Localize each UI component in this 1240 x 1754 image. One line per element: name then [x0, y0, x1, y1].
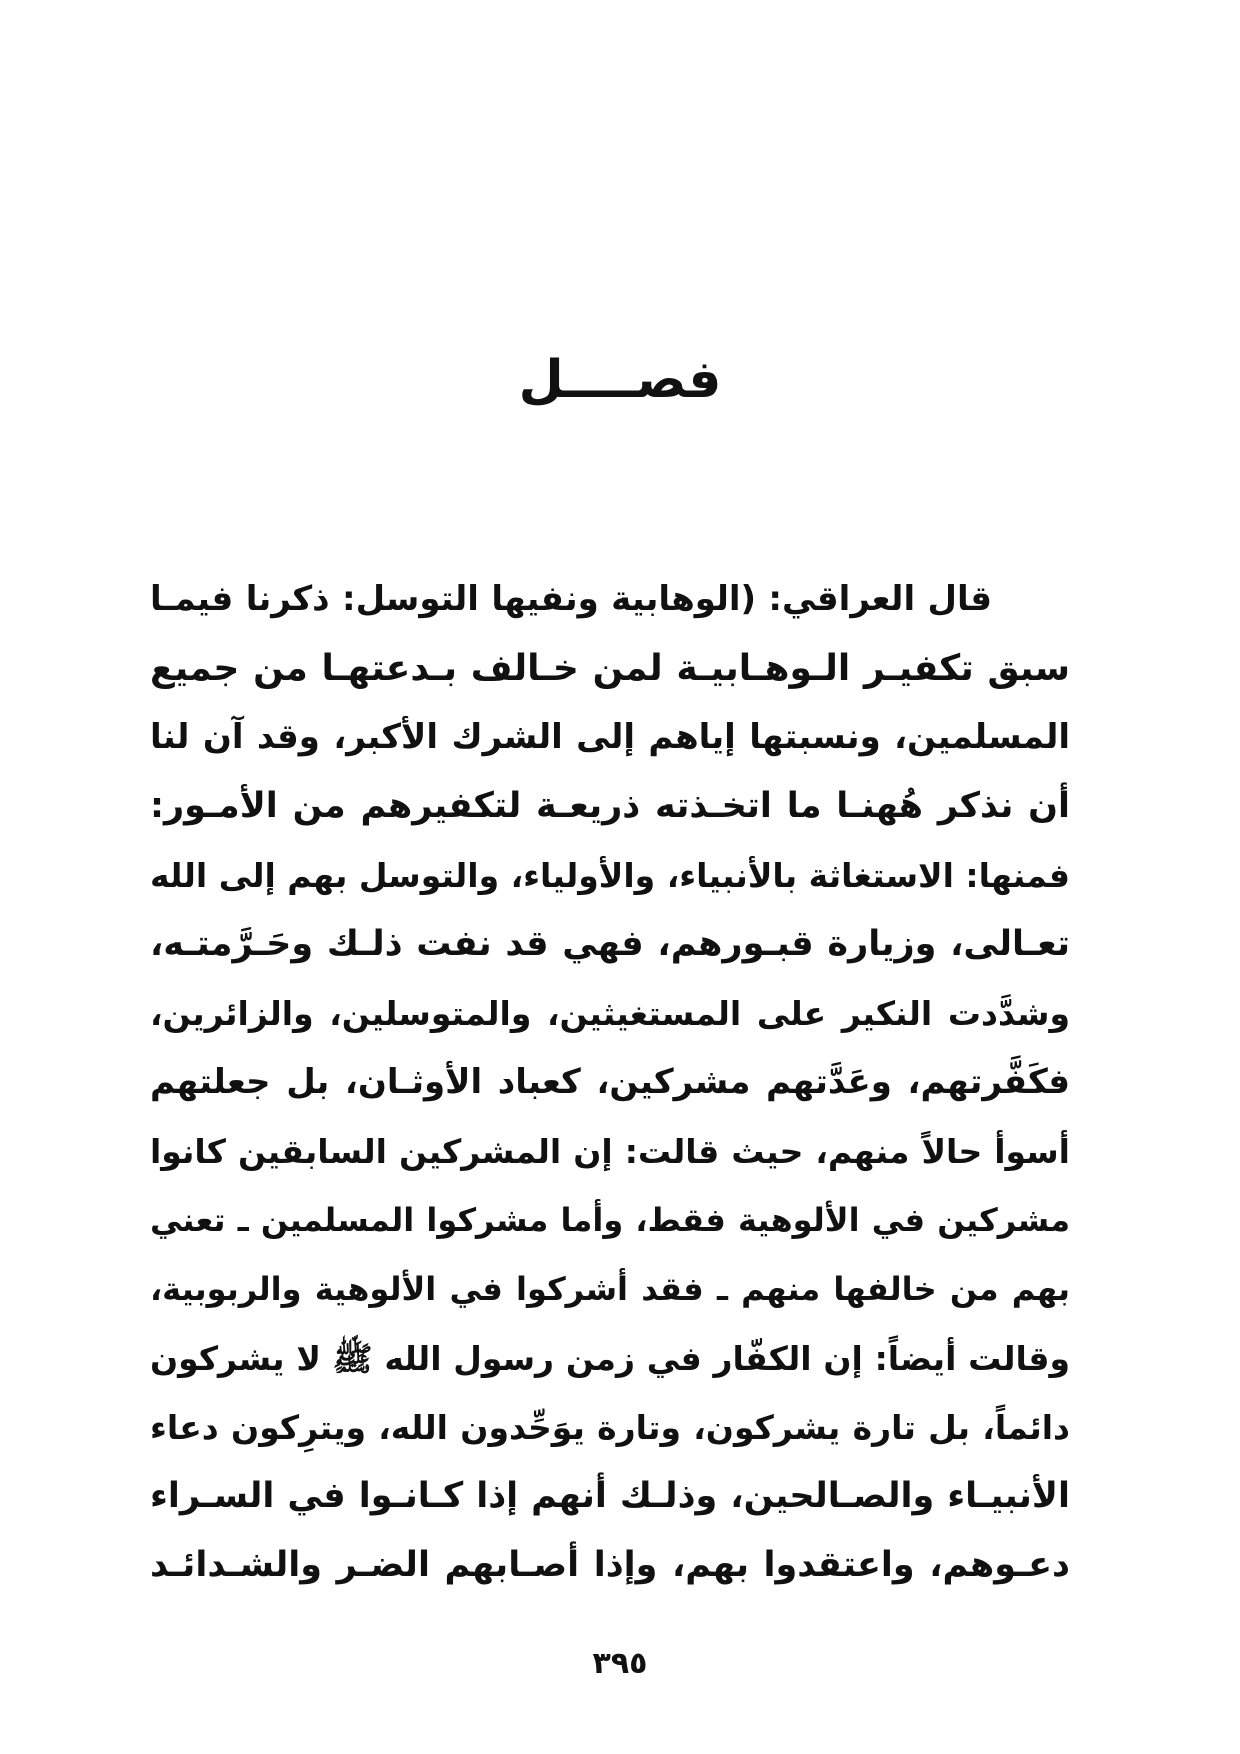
text-line: فكَفَّرتهم، وعَدَّتهم مشركين، كعباد الأوثـان، بل جعلتهم: [150, 1062, 1070, 1102]
text-line: سبق تكفيـر الـوهـابيـة لمن خـالف بـدعتهـا من جميع: [150, 648, 1070, 689]
text-line: أن نذكر هُهنـا ما اتخـذته ذريعـة لتكفيرهم من الأمـور:: [150, 786, 1070, 826]
text-line: المسلمين، ونسبتها إياهم إلى الشرك الأكبر، وقد آن لنا: [150, 717, 1070, 757]
text-line: وشدَّدت النكير على المستغيثين، والمتوسلين، والزائرين،: [150, 994, 1070, 1033]
text-line: دائماً، بل تارة يشركون، وتارة يوَحِّدون الله، ويترِكون دعاء: [150, 1408, 1070, 1447]
text-line: مشركين في الألوهية فقط، وأما مشركوا المسلمين ـ تعني: [150, 1201, 1070, 1239]
text-line: الأنبيـاء والصـالحين، وذلـك أنهم إذا كـانـوا في السـراء: [150, 1476, 1070, 1516]
page-number: ٣٩٥: [592, 1646, 648, 1681]
section-heading: فصــــل: [518, 350, 722, 410]
text-line: قال العراقي: (الوهابية ونفيها التوسل: ذكرنا فيمـا: [150, 579, 992, 619]
body-paragraph: [150, 565, 1070, 1600]
text-line: دعـوهم، واعتقدوا بهم، وإذا أصـابهم الضـر والشـدائـد: [150, 1545, 1070, 1585]
text-line: أسوأ حالاً منهم، حيث قالت: إن المشركين السابقين كانوا: [150, 1132, 1070, 1171]
text-line: تعـالى، وزيارة قبـورهم، فهي قد نفت ذلـك وحَـرَّمتـه،: [150, 924, 1070, 964]
text-line: بهم من خالفها منهم ـ فقد أشركوا في الألوهية والربوبية،: [150, 1270, 1070, 1308]
text-line: وقالت أيضاً: إن الكفّار في زمن رسول الله ﷺ لا يشركون: [150, 1339, 1070, 1378]
text-line: فمنها: الاستغاثة بالأنبياء، والأولياء، والتوسل بهم إلى الله: [150, 856, 1070, 895]
